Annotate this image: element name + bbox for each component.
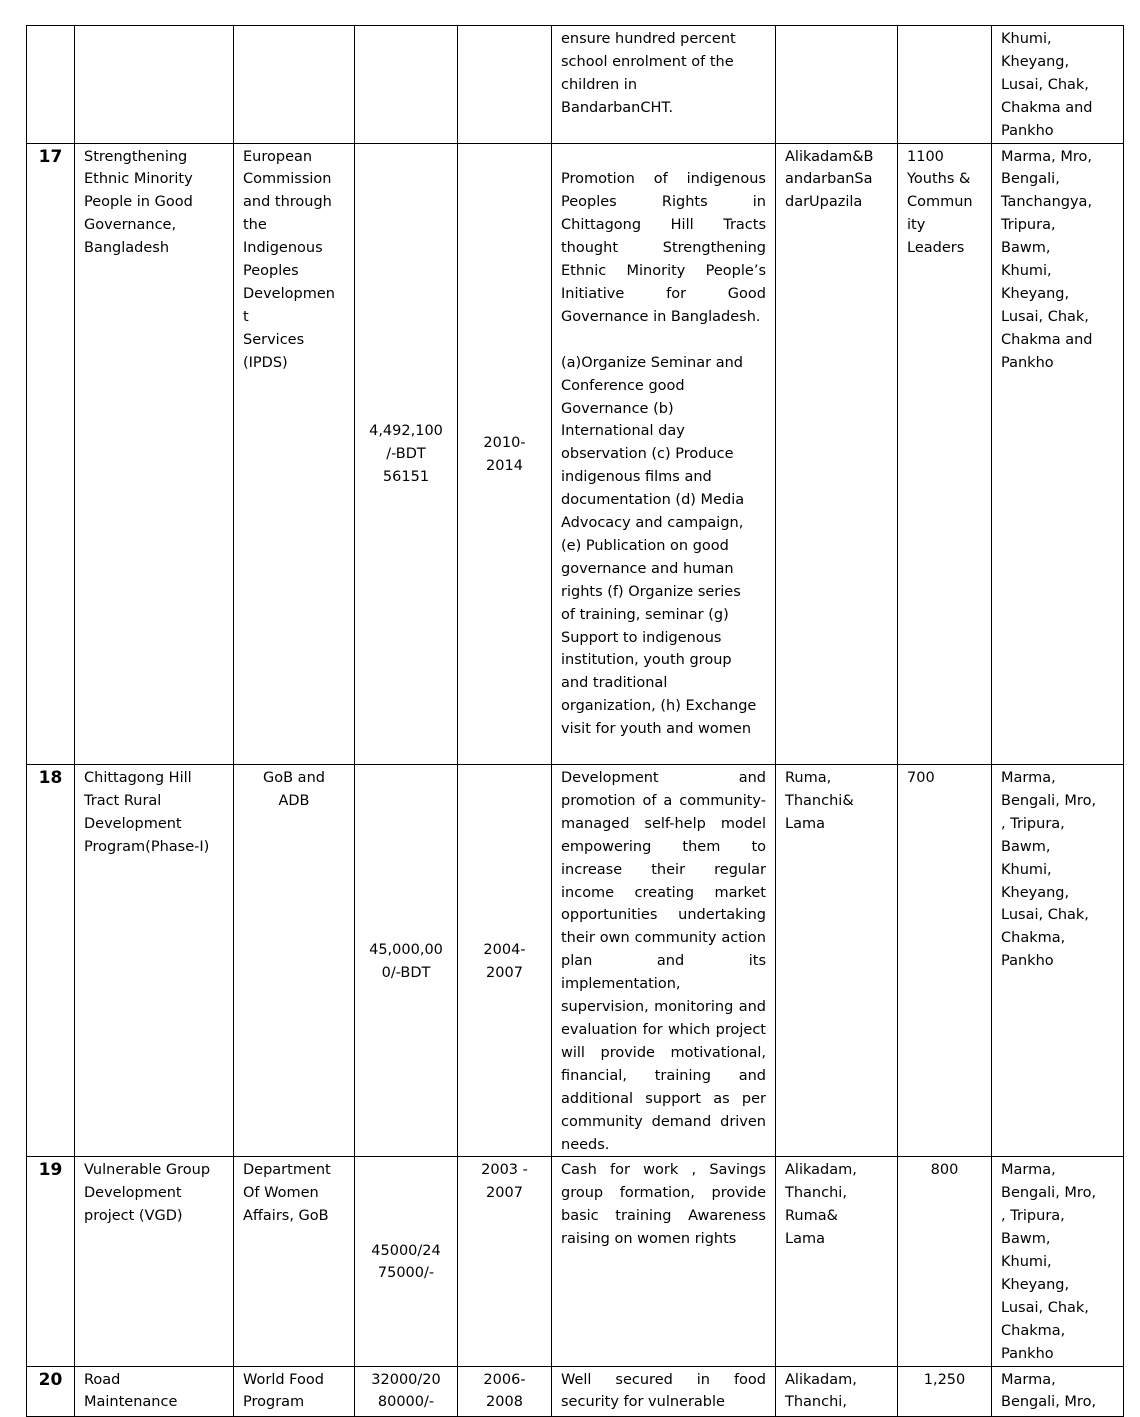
- activities-list: (a)Organize Seminar and Conference good Governance (b) International day observation (c) Produce indigenous films and documentation (d) Media Advocacy and campaign, (e) Publication on good governance and human rights (f) Organize series of training, seminar (g) Support to indigenous institution, youth group and traditional organization, (h) Exchange visit for youth and women: [561, 354, 757, 738]
- ethnic-groups: Marma, Mro, Bengali, Tanchangya, Tripura, Bawm, Khumi, Kheyang, Lusai, Chak, Chakma and Pankho: [992, 143, 1124, 764]
- activities: Cash for work , Savings group formation, provide basic training Awareness raising on women rights: [552, 1157, 776, 1366]
- project-area: Ruma, Thanchi& Lama: [776, 765, 898, 1157]
- ethnic-groups: Marma, Bengali, Mro, , Tripura, Bawm, Khumi, Kheyang, Lusai, Chak, Chakma, Pankho: [992, 1157, 1124, 1366]
- budget: 32000/20 80000/-: [355, 1366, 458, 1416]
- project-name: Vulnerable Group Development project (VGD): [75, 1157, 234, 1366]
- table-row: [27, 1366, 1124, 1416]
- activities: Development and promotion of a community-managed self-help model empowering them to increase their regular income creating market opportunities undertaking their own community action plan and its implementation, supervision, monitoring and evaluation for which project will provide motivational, financial, training and additional support as per community demand driven needs.: [552, 765, 776, 1157]
- row-number: 18: [27, 765, 75, 1157]
- implementing-organization: [234, 143, 355, 764]
- table-row: [27, 143, 1124, 764]
- implementing-organization: World Food Program: [234, 1366, 355, 1416]
- implementing-organization: Department Of Women Affairs, GoB: [234, 1157, 355, 1366]
- implementing-organization: [234, 26, 355, 144]
- table-row: [27, 765, 1124, 1157]
- ethnic-groups: Marma, Bengali, Mro,: [992, 1366, 1124, 1416]
- project-area: Alikadam, Thanchi,: [776, 1366, 898, 1416]
- project-period: 2006- 2008: [458, 1366, 552, 1416]
- budget: 4,492,100 /-BDT 56151: [355, 143, 458, 764]
- project-name: [75, 26, 234, 144]
- beneficiaries: 1100 Youths & Commun ity Leaders: [898, 143, 992, 764]
- projects-table: [26, 25, 1124, 1417]
- project-name: Strengthening Ethnic Minority People in Good Governance, Bangladesh: [75, 143, 234, 764]
- beneficiaries: [898, 26, 992, 144]
- activities-intro: Promotion of indigenous Peoples Rights in Chittagong Hill Tracts thought Strengthening Ethnic Minority People’s Initiative for Good Governance in Bangladesh.: [561, 171, 766, 325]
- row-number: 17: [27, 143, 75, 764]
- project-period: 2003 - 2007: [458, 1157, 552, 1366]
- organization-text: European Commission and through the Indigenous Peoples Developmen t Services (IPDS): [243, 148, 335, 371]
- project-name: Road Maintenance: [75, 1366, 234, 1416]
- project-period: 2004- 2007: [458, 765, 552, 1157]
- project-area: [776, 26, 898, 144]
- ethnic-groups: Marma, Bengali, Mro, , Tripura, Bawm, Khumi, Kheyang, Lusai, Chak, Chakma, Pankho: [992, 765, 1124, 1157]
- project-area: Alikadam&B andarbanSa darUpazila: [776, 143, 898, 764]
- beneficiaries: 1,250: [898, 1366, 992, 1416]
- budget: 45,000,00 0/-BDT: [355, 765, 458, 1157]
- activities: [552, 143, 776, 764]
- activities: ensure hundred percent school enrolment of the children in BandarbanCHT.: [552, 26, 776, 144]
- budget: 45000/24 75000/-: [355, 1157, 458, 1366]
- beneficiaries: 800: [898, 1157, 992, 1366]
- table-row: [27, 1157, 1124, 1366]
- project-name: Chittagong Hill Tract Rural Development Program(Phase-I): [75, 765, 234, 1157]
- row-number: 19: [27, 1157, 75, 1366]
- project-period: 2010- 2014: [458, 143, 552, 764]
- project-period: [458, 26, 552, 144]
- row-number: 20: [27, 1366, 75, 1416]
- beneficiaries: 700: [898, 765, 992, 1157]
- budget: [355, 26, 458, 144]
- activities: Well secured in food security for vulnerable: [552, 1366, 776, 1416]
- ethnic-groups: Khumi, Kheyang, Lusai, Chak, Chakma and Pankho: [992, 26, 1124, 144]
- project-area: Alikadam, Thanchi, Ruma& Lama: [776, 1157, 898, 1366]
- implementing-organization: GoB and ADB: [234, 765, 355, 1157]
- table-row: [27, 26, 1124, 144]
- row-number: [27, 26, 75, 144]
